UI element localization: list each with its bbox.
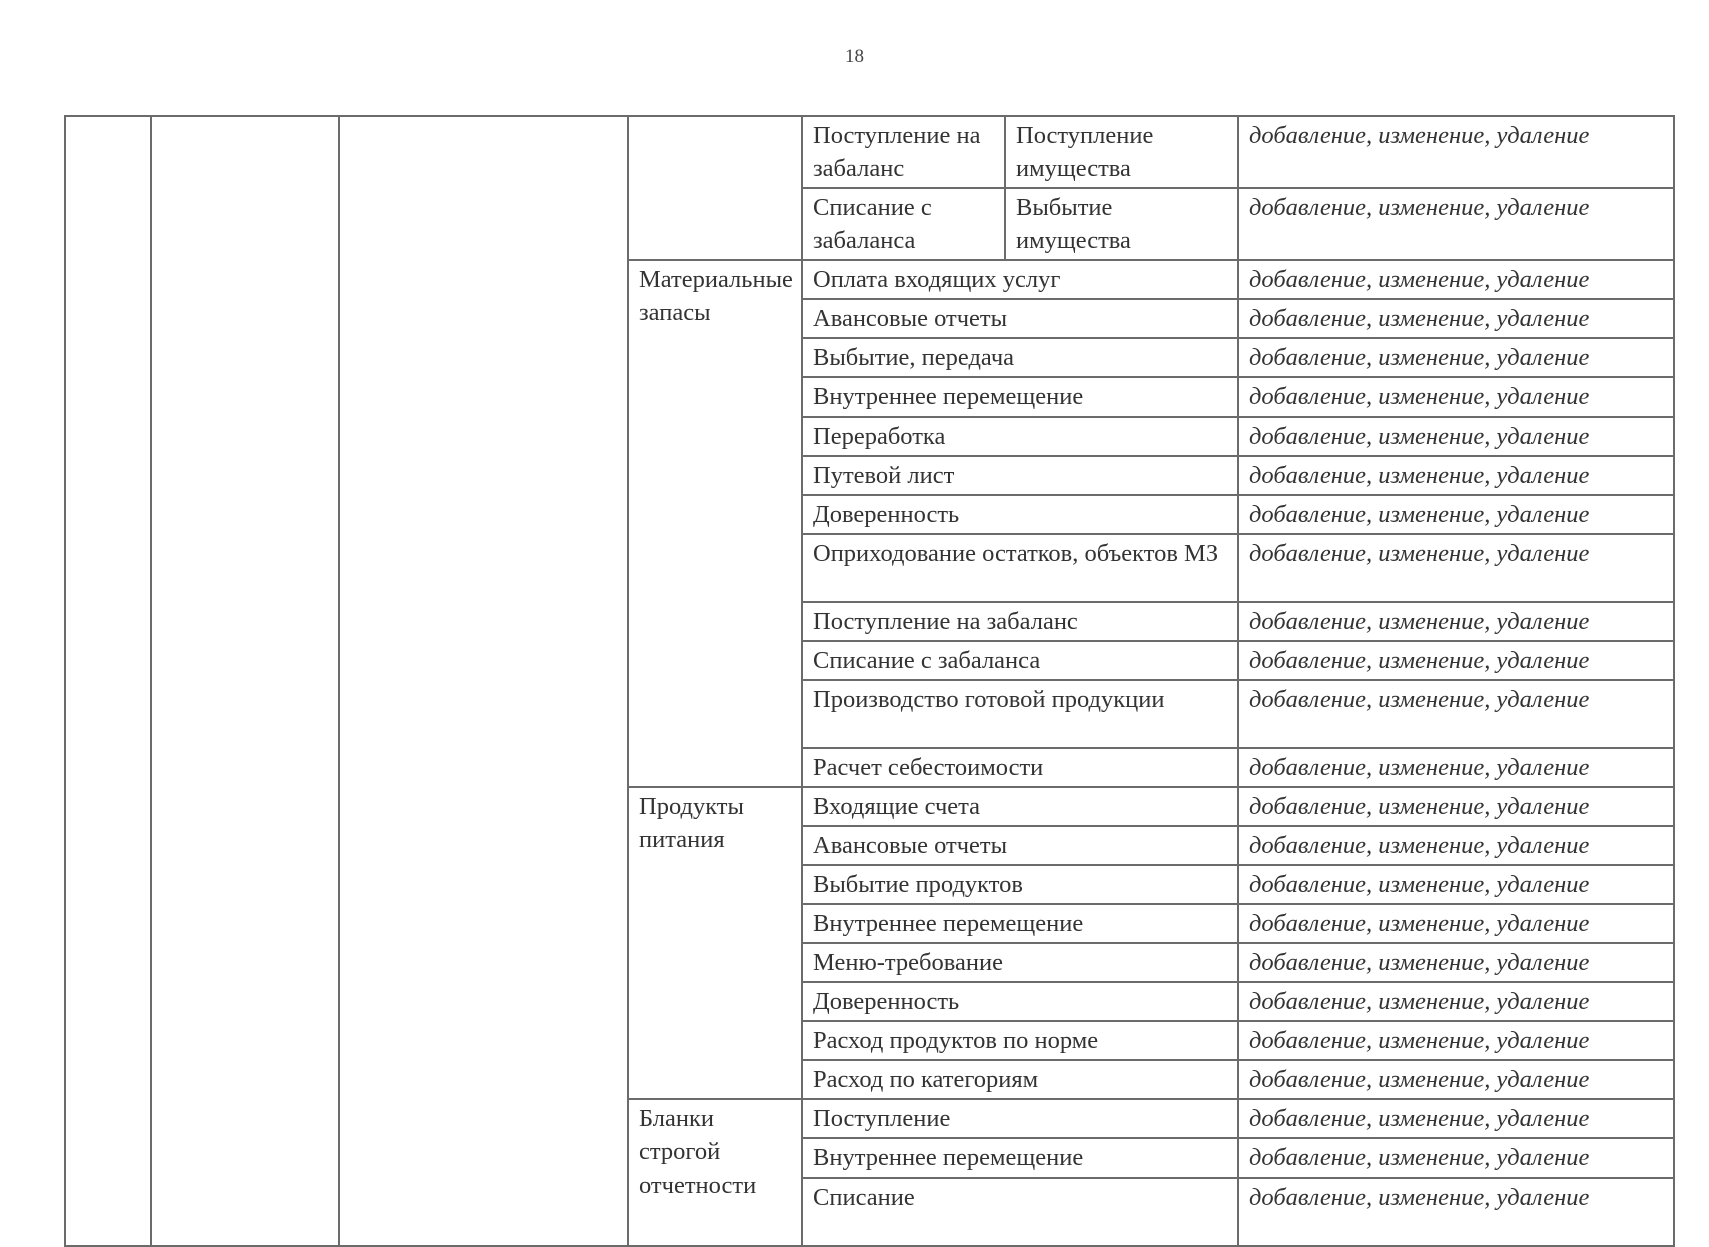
document-cell: Производство готовой продукции — [802, 680, 1238, 748]
operations-cell: добавление, изменение, удаление — [1238, 826, 1674, 865]
operations-cell: добавление, изменение, удаление — [1238, 495, 1674, 534]
document-cell: Внутреннее перемещение — [802, 904, 1238, 943]
group-name-cell: Продукты питания — [628, 787, 802, 1100]
operations-cell: добавление, изменение, удаление — [1238, 299, 1674, 338]
operations-cell: добавление, изменение, удаление — [1238, 787, 1674, 826]
operations-cell: добавление, изменение, удаление — [1238, 904, 1674, 943]
document-cell: Списание с забаланса — [802, 641, 1238, 680]
document-cell: Входящие счета — [802, 787, 1238, 826]
table-row — [65, 116, 1674, 188]
operations-cell: добавление, изменение, удаление — [1238, 1138, 1674, 1177]
operations-cell: добавление, изменение, удаление — [1238, 602, 1674, 641]
operations-cell: добавление, изменение, удаление — [1238, 116, 1674, 188]
operations-cell: добавление, изменение, удаление — [1238, 982, 1674, 1021]
document-cell: Списание с забаланса — [802, 188, 1005, 260]
document-cell: Внутреннее перемещение — [802, 377, 1238, 416]
document-cell: Меню-требование — [802, 943, 1238, 982]
document-cell: Путевой лист — [802, 456, 1238, 495]
empty-cell-col3 — [339, 116, 628, 1246]
operations-cell: добавление, изменение, удаление — [1238, 377, 1674, 416]
document-cell: Выбытие, передача — [802, 338, 1238, 377]
operations-cell: добавление, изменение, удаление — [1238, 1099, 1674, 1138]
document-cell: Списание — [802, 1178, 1238, 1246]
empty-cell-col1 — [65, 116, 151, 1246]
operations-cell: добавление, изменение, удаление — [1238, 456, 1674, 495]
operations-cell: добавление, изменение, удаление — [1238, 417, 1674, 456]
document-cell: Оприходование остатков, объектов МЗ — [802, 534, 1238, 602]
operations-cell: добавление, изменение, удаление — [1238, 188, 1674, 260]
document-cell: Расчет себестоимости — [802, 748, 1238, 787]
empty-cell-col2 — [151, 116, 339, 1246]
operations-cell: добавление, изменение, удаление — [1238, 338, 1674, 377]
operations-cell: добавление, изменение, удаление — [1238, 943, 1674, 982]
document-cell: Доверенность — [802, 982, 1238, 1021]
document-cell: Выбытие продуктов — [802, 865, 1238, 904]
operations-cell: добавление, изменение, удаление — [1238, 641, 1674, 680]
document-cell: Поступление — [802, 1099, 1238, 1138]
group-name-cell: Бланки строгой отчетности — [628, 1099, 802, 1245]
operations-cell: добавление, изменение, удаление — [1238, 260, 1674, 299]
operations-cell: добавление, изменение, удаление — [1238, 1060, 1674, 1099]
document-cell: Поступление на забаланс — [802, 602, 1238, 641]
kind-cell: Поступление имущества — [1005, 116, 1238, 188]
document-cell: Авансовые отчеты — [802, 826, 1238, 865]
document-cell: Переработка — [802, 417, 1238, 456]
document-cell: Авансовые отчеты — [802, 299, 1238, 338]
operations-cell: добавление, изменение, удаление — [1238, 680, 1674, 748]
operations-cell: добавление, изменение, удаление — [1238, 1178, 1674, 1246]
document-cell: Оплата входящих услуг — [802, 260, 1238, 299]
document-cell: Поступление на забаланс — [802, 116, 1005, 188]
document-cell: Доверенность — [802, 495, 1238, 534]
page-number: 18 — [845, 46, 864, 67]
rights-table — [64, 115, 1675, 1247]
operations-cell: добавление, изменение, удаление — [1238, 1021, 1674, 1060]
operations-cell: добавление, изменение, удаление — [1238, 534, 1674, 602]
kind-cell: Выбытие имущества — [1005, 188, 1238, 260]
operations-cell: добавление, изменение, удаление — [1238, 865, 1674, 904]
document-cell: Расход по категориям — [802, 1060, 1238, 1099]
operations-cell: добавление, изменение, удаление — [1238, 748, 1674, 787]
document-cell: Внутреннее перемещение — [802, 1138, 1238, 1177]
document-cell: Расход продуктов по норме — [802, 1021, 1238, 1060]
group-name-cell: Материальные запасы — [628, 260, 802, 787]
empty-cell-col4 — [628, 116, 802, 260]
